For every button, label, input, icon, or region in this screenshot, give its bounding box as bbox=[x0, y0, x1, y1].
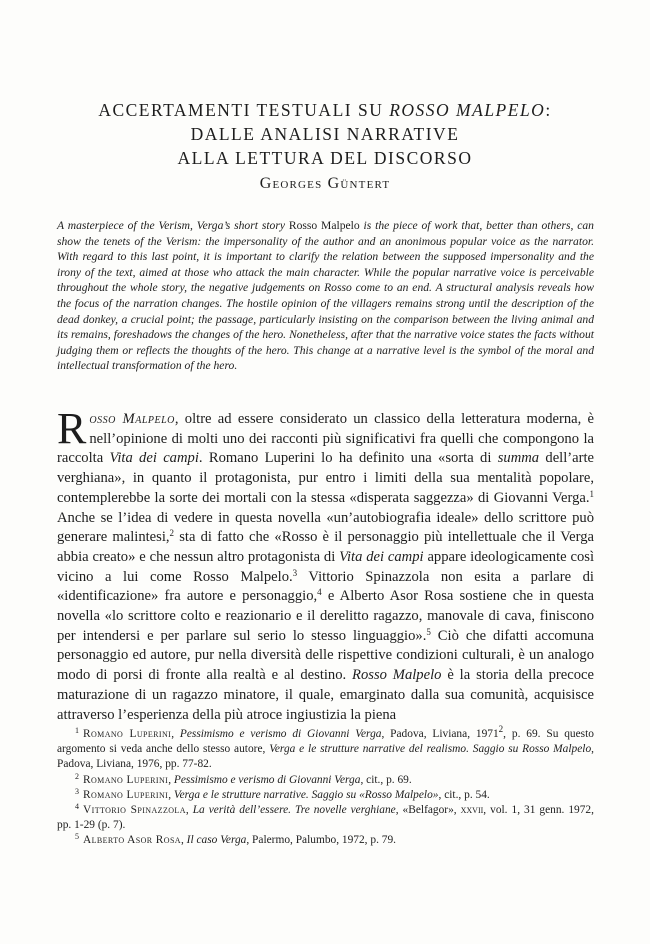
abstract-text: A masterpiece of the Verism, Verga’s short story bbox=[57, 219, 289, 232]
footnote-work-title: La verità dell’essere. Tre novelle verghiane bbox=[192, 804, 396, 817]
footnote-text: , Palermo, Palumbo, 1972, p. 79. bbox=[246, 834, 397, 847]
footnote-text: , bbox=[171, 728, 180, 740]
footnote-work-title: Verga e le strutture narrative. Saggio su «Rosso Malpelo» bbox=[173, 788, 439, 801]
footnote-work-title: Il caso Verga bbox=[186, 834, 247, 847]
footnote-ref[interactable]: 2 bbox=[169, 528, 175, 539]
footnote-text: , bbox=[168, 788, 174, 801]
footnote-ref[interactable]: 3 bbox=[292, 567, 298, 578]
footnote-author: Vittorio Spinazzola bbox=[83, 804, 186, 817]
title-text: ACCERTAMENTI TESTUALI SU bbox=[98, 100, 390, 120]
title-line-3: ALLA LETTURA DEL DISCORSO bbox=[177, 148, 473, 168]
emphasis: summa bbox=[497, 450, 540, 467]
footnote-text: , vol. 1, 31 genn. 1972, pp. 1-29 (p. 7). bbox=[57, 804, 594, 832]
footnote-number: 2 bbox=[75, 771, 79, 781]
footnote-text: , «Belfagor», bbox=[395, 804, 461, 817]
body-text: Ciò che difatti accomuna personaggio ed autore, pur nella diversità delle rispettive condizioni culturali, è un analogo modo di porsi di fronte alla realtà e al destino. bbox=[57, 627, 595, 684]
body-text: e Alberto Asor Rosa sostiene che in questa novella «lo scrittore colto e reazionario e il derelitto ragazzo, manovale di cava, finiscono per intendersi e per parlare sul serio lo stesso linguaggio». bbox=[57, 588, 594, 644]
abstract bbox=[57, 218, 594, 374]
body-text: è la storia della precoce maturazione di un ragazzo minatore, il quale, emarginato dalla sua comunità, acquisisce attraverso l’esperienza della più atroce ingiustizia la piena bbox=[57, 667, 594, 723]
footnote bbox=[57, 724, 594, 773]
footnote-text: , bbox=[185, 804, 193, 817]
footnote-work-title: Pessimismo e verismo di Giovanni Verga bbox=[173, 773, 361, 786]
abstract-text: is the piece of work that, better than others, can show the tenets of the Verism: the impersonality of the author and an anonimous popular voice as the narrator. With regard to this last point, it is important to clarify the relation between the supposed impersonality and the irony of the text, aimed at those who attack the main character. While the popular narrative voice is perceivable throughout the whole story, the negative judgements on Rosso come to an end. A structural analysis reveals how the focus of the narration changes. The hostile opinion of the villagers remains strong until the description of the dead donkey, a crucial point; the passage, particularly insisting on the comparison between the living animal and its remains, foreshadows the changes of the hero. Nonetheless, after that the narrative voice states the facts without judging them or reflects the thoughts of the hero. This change at a narrative level is the symbol of the moral and intellectual transformation of the hero. bbox=[57, 219, 594, 373]
footnote-ref[interactable]: 5 bbox=[426, 626, 431, 637]
article-title bbox=[0, 98, 650, 170]
abstract-work-title: Rosso Malpelo bbox=[288, 219, 360, 232]
author-name: Georges Güntert bbox=[259, 175, 391, 192]
body-text: Vittorio Spinazzola non esita a parlare di «identificazione» fra autore e personaggio, bbox=[57, 568, 594, 605]
title-italic-text: ROSSO MALPELO bbox=[389, 100, 546, 120]
work-title: Vita dei campi bbox=[339, 548, 424, 565]
footnote bbox=[57, 803, 594, 833]
footnote-ref[interactable]: 4 bbox=[317, 587, 322, 598]
body-text: sta di fatto che «Rosso è il personaggio più intellettuale che il Verga abbia creato» e che nessun altro protagonista di bbox=[57, 529, 594, 565]
title-line-1 bbox=[0, 98, 650, 122]
footnote-number: 4 bbox=[75, 802, 79, 812]
body-text: dell’arte verghiana», in quanto il protagonista, pur entro i limiti della sua mentalità popolare, contemplerebbe la sorte dei mortali con la stessa «disperata saggezza» di Giovanni Verga. bbox=[57, 450, 595, 506]
footnote-text: , cit., p. 54. bbox=[438, 788, 490, 801]
footnote-author: Alberto Asor Rosa bbox=[83, 834, 181, 847]
lead-small-caps: osso Malpelo bbox=[89, 411, 175, 427]
footnote-text: , bbox=[180, 834, 187, 847]
body-text: appare ideologicamente così vicino a lui come Rosso Malpelo. bbox=[57, 548, 594, 585]
volume-roman-numeral: xxvii bbox=[460, 804, 484, 817]
title-line-2: DALLE ANALISI NARRATIVE bbox=[190, 124, 460, 144]
body-text: . Romano Luperini lo ha definito una «sorta di bbox=[198, 450, 498, 467]
body-text: , oltre ad essere considerato un classico della letteratura moderna, è nell’opinione di molti uno dei racconti più significativi fra quelli che compongono la raccolta bbox=[57, 411, 594, 467]
footnote-number: 3 bbox=[75, 786, 79, 796]
footnote-work-title: Pessimismo e verismo di Giovanni Verga bbox=[179, 728, 382, 740]
footnote-ref[interactable]: 1 bbox=[589, 488, 594, 499]
footnotes bbox=[57, 724, 594, 849]
footnote bbox=[57, 833, 594, 848]
drop-cap: R bbox=[57, 404, 87, 453]
work-title: Vita dei campi bbox=[109, 450, 199, 467]
footnote-author: Romano Luperini bbox=[83, 773, 169, 786]
footnote-text: , cit., p. 69. bbox=[360, 773, 412, 786]
footnote-number: 5 bbox=[75, 832, 79, 842]
body-text: Anche se l’idea di vedere in questa novella «un’autobiografia ideale» dello scrittore può generare malintesi, bbox=[57, 509, 594, 546]
footnote-text: , Padova, Liviana, 1976, pp. 77-82. bbox=[57, 743, 594, 771]
footnote-author: Romano Luperini bbox=[83, 788, 169, 801]
body-paragraph bbox=[57, 404, 595, 725]
footnote-text: , Padova, Liviana, 1971 bbox=[381, 728, 499, 740]
footnote bbox=[57, 773, 594, 788]
footnote-text: , bbox=[168, 773, 174, 786]
title-colon: : bbox=[545, 100, 552, 120]
footnote-text: , p. 69. Su questo argomento si veda anche dello stesso autore, bbox=[57, 728, 594, 756]
footnote-author: Romano Luperini bbox=[83, 728, 172, 740]
work-title: Rosso Malpelo bbox=[352, 667, 442, 684]
footnote bbox=[57, 788, 594, 803]
edition-superscript: 2 bbox=[498, 724, 504, 734]
footnote-number: 1 bbox=[75, 726, 79, 735]
footnote-work-title: Verga e le strutture narrative del realismo. Saggio su Rosso Malpelo bbox=[269, 743, 592, 756]
